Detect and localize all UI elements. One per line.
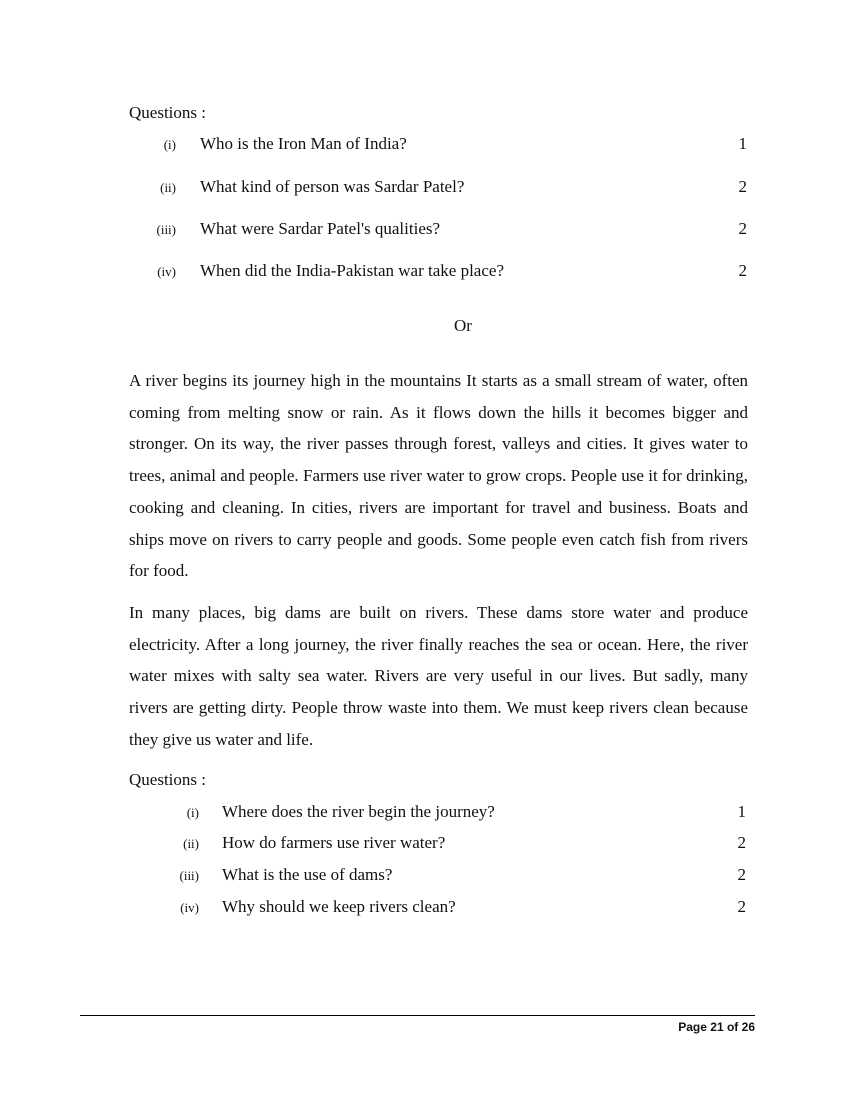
- question-marks: 2: [737, 833, 746, 852]
- total-pages: 26: [741, 1020, 755, 1034]
- questions-heading: Questions :: [129, 770, 206, 789]
- questions-heading: Questions :: [129, 103, 206, 122]
- passage-paragraph-1: A river begins its journey high in the mountains It starts as a small stream of water, often coming from melting snow or rain. As it flows down the hills it becomes bigger and stronger. On its way, the river passes through forest, valleys and cities. It gives water to trees, animal and people. Farmers use river water to grow crops. People use it for drinking, cooking and cleaning. In cities, rivers are important for travel and business. Boats and ships move on rivers to carry people and goods. Some people even catch fish from rivers for food.: [129, 371, 748, 581]
- question-text: Who is the Iron Man of India?: [200, 134, 407, 153]
- page-footer: [678, 1020, 755, 1034]
- page-number: 21: [710, 1020, 724, 1034]
- or-separator: Or: [454, 316, 472, 335]
- question-marks: 2: [738, 219, 747, 238]
- question-text: What is the use of dams?: [222, 865, 393, 884]
- question-marks: 2: [737, 865, 746, 884]
- question-text: Why should we keep rivers clean?: [222, 897, 456, 916]
- question-marks: 2: [738, 177, 747, 196]
- footer-divider: [80, 1015, 755, 1016]
- question-number: (iv): [157, 264, 176, 279]
- question-text: How do farmers use river water?: [222, 833, 446, 852]
- question-number: (iv): [180, 900, 199, 915]
- question-number: (iii): [179, 868, 199, 883]
- question-marks: 2: [738, 261, 747, 280]
- question-marks: 1: [737, 802, 746, 821]
- question-text: What were Sardar Patel's qualities?: [200, 219, 441, 238]
- question-number: (i): [186, 805, 199, 820]
- question-text: When did the India-Pakistan war take place?: [200, 261, 504, 280]
- passage-paragraph-2: In many places, big dams are built on rivers. These dams store water and produce electricity. After a long journey, the river finally reaches the sea or ocean. Here, the river water mixes with salty sea water. Rivers are very useful in our lives. But sadly, many rivers are getting dirty. People throw waste into them. We must keep rivers clean because they give us water and life.: [129, 603, 748, 749]
- question-number: (ii): [183, 836, 199, 851]
- page-label: Page: [678, 1020, 707, 1034]
- question-number: (iii): [156, 222, 176, 237]
- question-text: Where does the river begin the journey?: [222, 802, 495, 821]
- of-label: of: [726, 1020, 739, 1034]
- question-number: (ii): [160, 180, 176, 195]
- question-marks: 1: [738, 134, 747, 153]
- question-text: What kind of person was Sardar Patel?: [200, 177, 465, 196]
- question-number: (i): [163, 137, 176, 152]
- question-marks: 2: [737, 897, 746, 916]
